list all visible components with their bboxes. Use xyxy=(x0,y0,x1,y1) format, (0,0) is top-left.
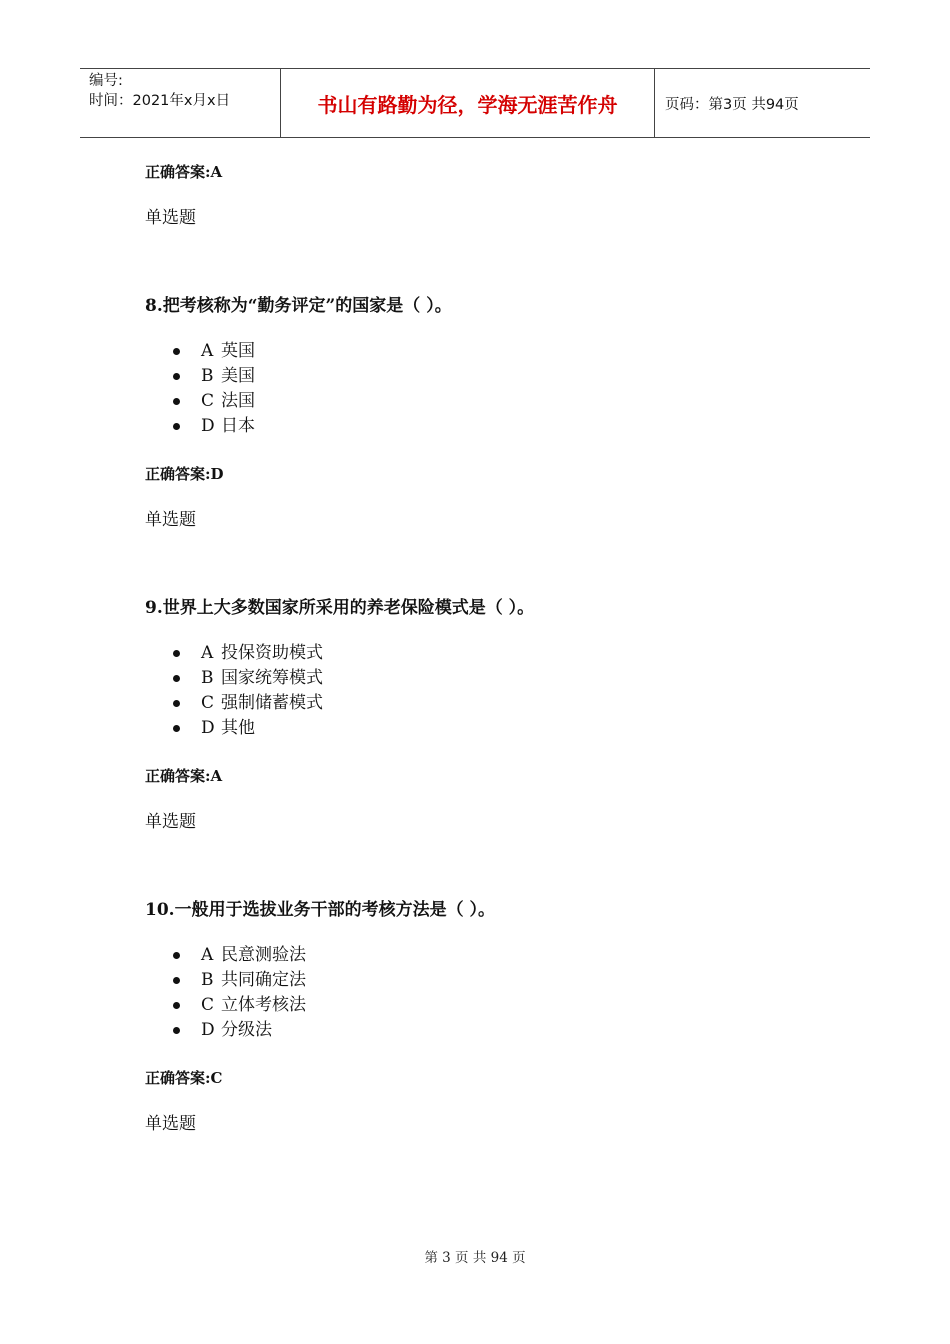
option-text: 国家统筹模式 xyxy=(221,668,323,688)
page-header xyxy=(80,68,870,138)
option-list xyxy=(145,641,845,741)
correct-answer: 正确答案:D xyxy=(145,465,224,483)
option-text: 强制储蓄模式 xyxy=(221,693,323,713)
bullet-icon xyxy=(173,1002,180,1009)
date-label: 时间：2021年x月x日 xyxy=(89,93,231,109)
question-type: 单选题 xyxy=(145,1114,196,1134)
bullet-icon xyxy=(173,952,180,959)
document-body xyxy=(145,160,845,1136)
header-motto: 书山有路勤为径，学海无涯苦作舟 xyxy=(281,69,655,137)
option-letter: C xyxy=(201,995,215,1015)
option-text: 投保资助模式 xyxy=(221,643,323,663)
option-text: 立体考核法 xyxy=(221,995,306,1015)
option-letter: A xyxy=(201,341,214,361)
option-text: 日本 xyxy=(221,416,255,436)
option-item xyxy=(145,716,845,741)
bullet-icon xyxy=(173,977,180,984)
option-list xyxy=(145,339,845,439)
question-block xyxy=(145,294,845,532)
correct-answer: 正确答案:C xyxy=(145,1069,223,1087)
option-letter: C xyxy=(201,391,215,411)
option-text: 共同确定法 xyxy=(221,970,306,990)
bullet-icon xyxy=(173,373,180,380)
option-letter: C xyxy=(201,693,215,713)
option-item xyxy=(145,389,845,414)
option-item xyxy=(145,339,845,364)
option-text: 英国 xyxy=(221,341,255,361)
option-letter: A xyxy=(201,643,214,663)
header-meta xyxy=(80,69,281,137)
bullet-icon xyxy=(173,675,180,682)
question-type: 单选题 xyxy=(145,208,196,228)
option-text: 分级法 xyxy=(221,1020,272,1040)
option-text: 法国 xyxy=(221,391,255,411)
option-item xyxy=(145,414,845,439)
option-letter: A xyxy=(201,945,214,965)
question-block xyxy=(145,596,845,834)
option-item xyxy=(145,641,845,666)
question-text: 8.把考核称为“勤务评定”的国家是（ ）。 xyxy=(145,296,452,316)
option-item xyxy=(145,943,845,968)
option-item xyxy=(145,993,845,1018)
page-footer: 第 3 页 共 94 页 xyxy=(424,1250,526,1266)
question-type: 单选题 xyxy=(145,510,196,530)
bullet-icon xyxy=(173,1027,180,1034)
option-item xyxy=(145,691,845,716)
option-letter: D xyxy=(201,1020,215,1040)
number-label: 编号: xyxy=(89,73,123,89)
option-letter: B xyxy=(201,668,214,688)
bullet-icon xyxy=(173,348,180,355)
question-text: 9.世界上大多数国家所采用的养老保险模式是（ ）。 xyxy=(145,598,535,618)
question-block xyxy=(145,898,845,1136)
question-text: 10.一般用于选拔业务干部的考核方法是（ ）。 xyxy=(145,900,495,920)
option-item xyxy=(145,968,845,993)
correct-answer: 正确答案:A xyxy=(145,767,223,785)
bullet-icon xyxy=(173,398,180,405)
bullet-icon xyxy=(173,650,180,657)
bullet-icon xyxy=(173,700,180,707)
header-page-label: 页码：第3页 共94页 xyxy=(665,96,799,113)
option-text: 民意测验法 xyxy=(221,945,306,965)
option-letter: B xyxy=(201,366,214,386)
bullet-icon xyxy=(173,725,180,732)
option-item xyxy=(145,666,845,691)
option-list xyxy=(145,943,845,1043)
option-item xyxy=(145,364,845,389)
option-text: 其他 xyxy=(221,718,255,738)
bullet-icon xyxy=(173,423,180,430)
question-type: 单选题 xyxy=(145,812,196,832)
option-letter: B xyxy=(201,970,214,990)
correct-answer: 正确答案:A xyxy=(145,163,223,181)
option-item xyxy=(145,1018,845,1043)
option-text: 美国 xyxy=(221,366,255,386)
option-letter: D xyxy=(201,718,215,738)
option-letter: D xyxy=(201,416,215,436)
